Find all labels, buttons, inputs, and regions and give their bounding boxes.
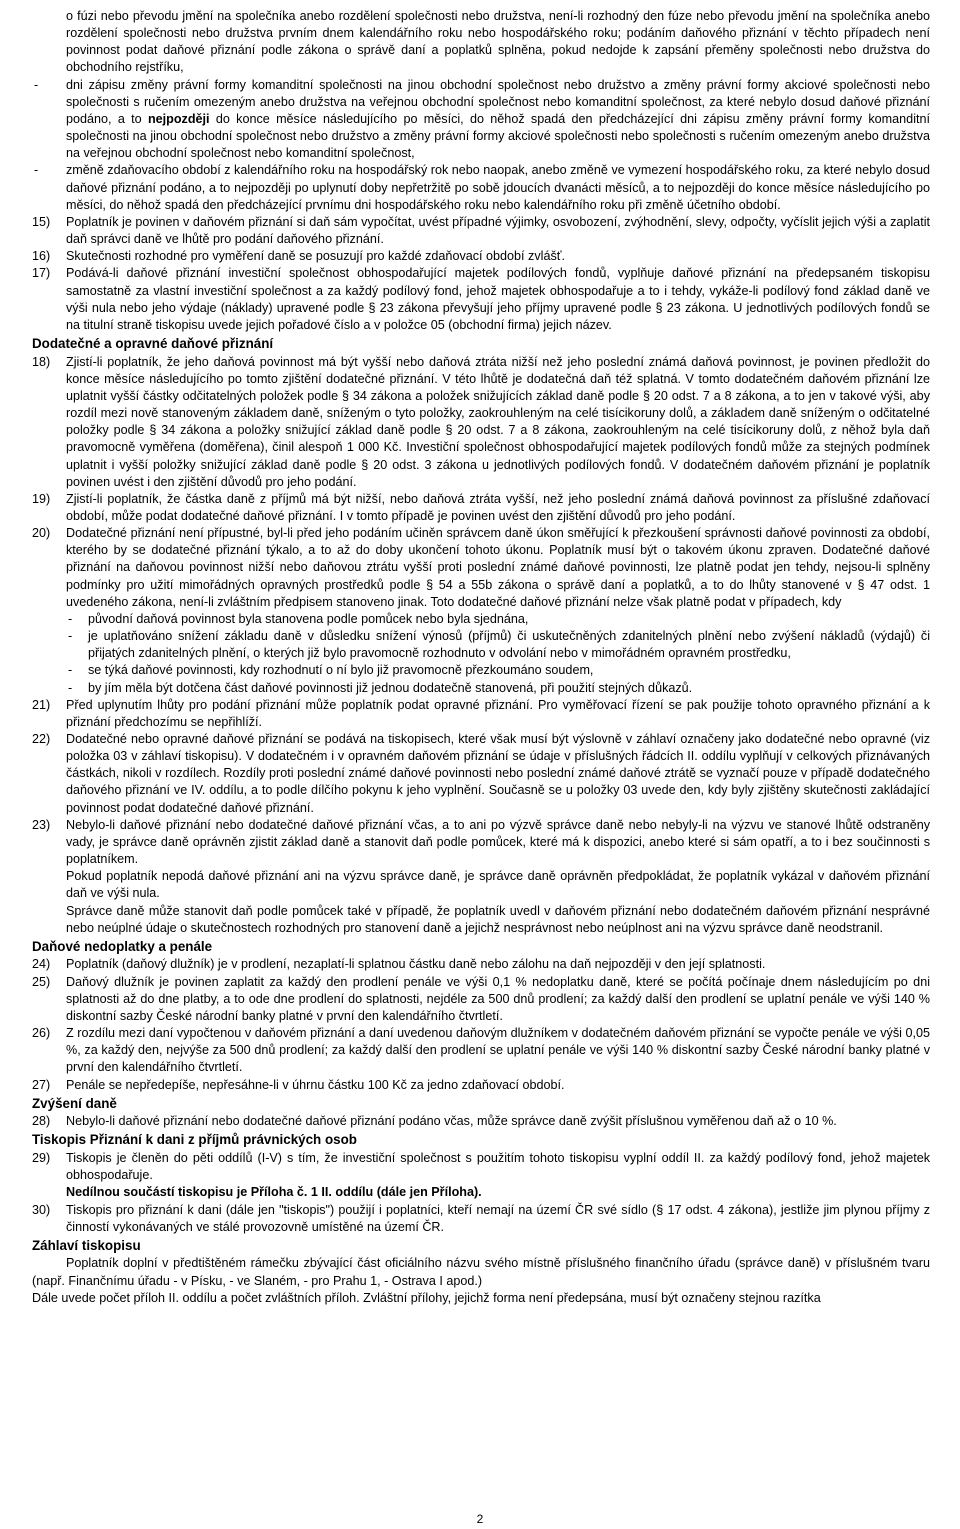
numbered-item	[32, 1150, 930, 1184]
numbered-item	[32, 525, 930, 611]
numbered-item	[32, 491, 930, 525]
dash-bullet: -	[68, 611, 73, 626]
item-text: Zjistí-li poplatník, že částka daně z příjmů má být nižší, nebo daňová ztráta vyšší, než jeho poslední známá daňová povinnost za příslušné zdaňovací období, může podat dodatečné daňové přiznání. I v tomto případě je povinen uvést den zjištění důvodů pro jeho podání.	[66, 491, 930, 523]
item-number: 21)	[32, 697, 51, 712]
dash-text	[66, 77, 930, 163]
item-paragraph: Pokud poplatník nepodá daňové přiznání ani na výzvu správce daně, je správce daně oprávněn předpokládat, že poplatník vykázal v daňovém přiznání daň ve výši nula.	[66, 869, 930, 901]
item-text: Poplatník (daňový dlužník) je v prodlení, nezaplatí-li splatnou částku daně nebo zálohu na daň nejpozději v den její splatnosti.	[66, 957, 766, 972]
dash-bullet: -	[34, 163, 39, 178]
item-text: Tiskopis pro přiznání k dani (dále jen "tiskopis") použijí i poplatníci, kteří nemají na území ČR své sídlo (§ 17 odst. 4 zákona), jestliže jim plynou příjmy z činností vykonávaných ve stálé provozovně umístěné na území ČR.	[66, 1202, 930, 1234]
item-text: Dodatečné přiznání není přípustné, byl-li před jeho podáním učiněn správcem daně úkon směřující k přezkoušení správnosti daňové povinnosti za období, kterého by se dodatečné přiznání týkalo, a to až do doby ukončení tohoto úkonu. Poplatník musí být o takovém úkonu zpraven. Dodatečné daňové přiznání na daňovou povinnost nižší nebo daňovou ztrátu vyšší proti poslední známé daňové povinnosti, lze platně podat jen tehdy, nejsou-li splněny podmínky pro užití mimořádných opravných prostředků podle § 54 a 55b zákona o správě daní a poplatků, a to do lhůty stanovené v § 47 odst. 1 uvedeného zákona, není-li zvláštním předpisem stanoveno jinak. Toto dodatečné daňové přiznání nelze však platně podat v případech, kdy	[66, 526, 930, 609]
dash-text: by jím měla být dotčena část daňové povinnosti již jednou dodatečně stanovená, při použití stejných důkazů.	[88, 680, 693, 695]
item-number: 23)	[32, 817, 51, 832]
dash-item	[32, 628, 930, 662]
dash-item	[32, 162, 930, 213]
dash-bullet: -	[34, 77, 39, 92]
dash-item	[32, 680, 930, 697]
item-number: 17)	[32, 266, 51, 281]
item-bold-note: Nedílnou součástí tiskopisu je Příloha č. 1 II. oddílu (dále jen Příloha).	[66, 1185, 482, 1200]
dash-bullet: -	[68, 680, 73, 695]
dash-bullet: -	[68, 663, 73, 678]
item-number: 20)	[32, 526, 51, 541]
dash-item	[32, 662, 930, 679]
item-text: Zjistí-li poplatník, že jeho daňová povinnost má být vyšší nebo daňová ztráta nižší než jeho poslední známá daňová povinnost, je povinen předložit do konce měsíce následujícího po tomto zjištění dodatečné přiznání. V této lhůtě je dodatečná daň též splatná. V tomto dodatečném daňovém přiznání lze uplatnit vyšší částky odčitatelných položek podle § 34 zákona a položek snižujících základ daně podle § 20 odst. 7 a 8 zákona, a to jen v takové výši, aby rozdíl mezi nově stanoveným základem daně, sníženým o tyto položky, zaokrouhleným na celé tisícikoruny dolů, a základem daně sníženým o odčitatelné položky podle § 34 zákona a položky snižující základ daně podle § 20 odst. 7 a 8 zákona, zaokrouhleným na celé tisícikoruny dolů, z něhož byla daň pravomocně vyměřena (doměřena), činil alespoň 1 000 Kč. Investiční společnost obhospodařující majetek podílových fondů může za stejných podmínek uplatnit i vyšší položky snižující základ daně podle § 20 odst. 3 zákona u jednotlivých podílových fondů. V dodatečném daňovém přiznání je poplatník povinen uvést i den zjištění důvodů pro jeho podání.	[66, 354, 930, 489]
numbered-item	[32, 956, 930, 973]
dash-text: původní daňová povinnost byla stanovena podle pomůcek nebo byla sjednána,	[88, 611, 529, 626]
item-paragraph: Správce daně může stanovit daň podle pomůcek také v případě, že poplatník uvedl v daňovém přiznání nebo dodatečném daňovém přiznání nesprávné nebo neúplné údaje o skutečnostech rozhodných pro stanovení daně a jejichž nesprávnost nebo neúplnost ani na výzvu správce daně neodstranil.	[66, 903, 930, 935]
item-text: Penále se nepředepíše, nepřesáhne-li v úhrnu částku 100 Kč za jedno zdaňovací období.	[66, 1077, 565, 1092]
section-heading-zvyseni: Zvýšení daně	[32, 1095, 117, 1111]
numbered-item	[32, 1202, 930, 1236]
dash-text: je uplatňováno snížení základu daně v důsledku snížení výnosů (příjmů) či uskutečněných zdanitelných plnění nebo zvýšení nákladů (výdajů) či přijatých zdanitelných plnění, o kterých již bylo pravomocně rozhodnuto v odvolání nebo v mimořádném opravném prostředku,	[88, 629, 930, 661]
dash-item	[32, 77, 930, 163]
document-body	[32, 8, 930, 1307]
dash-bullet: -	[68, 629, 73, 644]
item-text: Nebylo-li daňové přiznání nebo dodatečné daňové přiznání včas, a to ani po výzvě správce daně nebo nebyly-li na výzvu ve stanové lhůtě odstraněny vady, je správce daně oprávněn zjistit základ daně a stanovit daň podle pomůcek, které má k dispozici, anebo které si sám opatří, a to i bez součinnosti s poplatníkem.	[66, 817, 930, 867]
numbered-item-23	[32, 817, 930, 937]
numbered-item-20	[32, 525, 930, 697]
item-number: 22)	[32, 732, 51, 746]
intro-paragraph: o fúzi nebo převodu jmění na společníka anebo rozdělení společnosti nebo družstva, není-li rozhodný den fúze nebo převodu jmění na společníka anebo rozdělení společnosti nebo družstva prvním dnem kalendářního roku nebo hospodářského roku; podáním daňového přiznání v těchto případech není povinnost podat daňové přiznání podle zákona o správě daní a poplatků splněna, pokud nedojde k zapsání přeměny společnosti nebo družstva do obchodního rejstříku,	[66, 9, 930, 75]
item-number: 24)	[32, 957, 51, 972]
item-text: Daňový dlužník je povinen zaplatit za každý den prodlení penále ve výši 0,1 % nedoplatku daně, které se počítá počínaje dnem následujícím po dni splatnosti až do dne platby, a to ode dne prodlení do splatnosti, nejdéle za 500 dnů prodlení; za každý další den prodlení se uplatní penále ve výši 140 % diskontní sazby České národní banky platné v první den kalendářního čtvrtletí.	[66, 974, 930, 1023]
numbered-item	[32, 214, 930, 248]
zahlavi-paragraph: Dále uvede počet příloh II. oddílu a počet zvláštních příloh. Zvláštní přílohy, jejichž forma není předepsána, musí být označeny stejnou razítka	[32, 1290, 821, 1305]
item-text: Poplatník je povinen v daňovém přiznání si daň sám vypočítat, uvést případné výjimky, osvobození, zvýhodnění, slevy, odpočty, vyčíslit jejich výši a zaplatit daň správci daně ve lhůtě pro podání daňového přiznání.	[66, 214, 930, 247]
item-number: 15)	[32, 214, 51, 229]
numbered-item	[32, 817, 930, 868]
item-number: 26)	[32, 1026, 51, 1041]
dash-text: se týká daňové povinnosti, kdy rozhodnutí o ní bylo již pravomocně přezkoumáno soudem,	[88, 663, 594, 678]
item-text: Před uplynutím lhůty pro podání přiznání může poplatník podat opravné přiznání. Pro vyměřovací řízení se pak použije tohoto opravného přiznání a k přiznání předchozímu se nepřihlíží.	[66, 697, 930, 729]
dash-item	[32, 611, 930, 628]
numbered-item	[32, 248, 930, 265]
numbered-item	[32, 1025, 930, 1076]
zahlavi-paragraph: Poplatník doplní v předtištěném rámečku zbývající část oficiálního názvu svého místně příslušného finančního úřadu (správce daně) v příslušném tvaru (např. Finančnímu úřadu - v Písku, - ve Slaném, - pro Prahu 1, - Ostrava I apod.)	[32, 1256, 930, 1288]
section-heading-zahlavi: Záhlaví tiskopisu	[32, 1237, 141, 1253]
item-number: 19)	[32, 491, 51, 506]
numbered-item	[32, 354, 930, 491]
dash-text: změně zdaňovacího období z kalendářního roku na hospodářský rok nebo naopak, anebo změně ve vymezení hospodářského roku, za které nebylo dosud daňové přiznání podáno, a to nejpozději po uplynutí doby nepřetržitě po sobě jdoucích dvanácti měsíců, a to nejpozději do konce měsíce následujícího po měsíci, do něhož spadá den předcházející prvnímu dni hospodářského roku nebo kalendářního roku při změně účetního období.	[66, 163, 930, 212]
dash-text-part: do konce měsíce následujícího po měsíci, do něhož spadá den předcházející dni zápisu změny právní formy komanditní společnosti na jinou obchodní společnost nebo družstvo a změny právní formy akciové společnosti nebo společnosti s ručením omezeným anebo družstva na veřejnou obchodní společnost nebo komanditní společnost,	[66, 111, 930, 161]
item-text: Tiskopis je členěn do pěti oddílů (I-V) s tím, že investiční společnost s použitím tohoto tiskopisu vyplní oddíl II. za každý podílový fond, jehož majetek obhospodařuje.	[66, 1151, 930, 1183]
item-number: 29)	[32, 1151, 51, 1166]
dash-text-part: dni zápisu změny právní formy komanditní společnosti na jinou obchodní společnost nebo družstvo a změny právní formy akciové společnosti nebo společnosti s ručením omezeným anebo družstva na veřejnou obchodní společnost nebo komanditní společnost, za které nebylo dosud daňové přiznání podáno, a to	[66, 77, 930, 126]
item-number: 30)	[32, 1202, 51, 1217]
item-text: Dodatečné nebo opravné daňové přiznání se podává na tiskopisech, které však musí být výslovně v záhlaví označeny jako dodatečné nebo opravné (viz položka 03 v záhlaví tiskopisu). V dodatečném i v opravném daňovém přiznání se údaje v příslušných řádcích II. oddílu vyplňují v celkových přiznávaných částkách, nikoli v rozdílech. Rozdíly proti poslední známé daňové povinnosti nebo poslední známé daňové ztrátě se vyznačí pouze v případě dodatečného daňového přiznání ve IV. oddílu, a to podle dílčího pokynu k jeho vyplnění. Současně se u položky 03 uvede den, kdy byly zjištěny skutečnosti zakládající povinnost podat dodatečné daňové přiznání.	[66, 732, 930, 815]
item-number: 25)	[32, 974, 51, 989]
item-text: Nebylo-li daňové přiznání nebo dodatečné daňové přiznání podáno včas, může správce daně zvýšit příslušnou vyměřenou daň až o 10 %.	[66, 1114, 837, 1129]
section-heading-nedoplatky: Daňové nedoplatky a penále	[32, 938, 213, 954]
item-number: 27)	[32, 1077, 51, 1092]
item-number: 28)	[32, 1114, 51, 1129]
numbered-item	[32, 1113, 930, 1130]
emphasis-text: nejpozději	[147, 111, 210, 126]
section-heading-dodatecne: Dodatečné a opravné daňové přiznání	[32, 335, 274, 351]
item-text: Skutečnosti rozhodné pro vyměření daně se posuzují pro každé zdaňovací období zvlášť.	[66, 249, 565, 264]
numbered-item	[32, 731, 930, 817]
numbered-item	[32, 697, 930, 731]
page-number: 2	[476, 1512, 484, 1526]
section-heading-tiskopis: Tiskopis Přiznání k dani z příjmů právnických osob	[32, 1132, 357, 1148]
item-number: 18)	[32, 354, 51, 369]
item-text: Podává-li daňové přiznání investiční společnost obhospodařující majetek podílových fondů, vyplňuje daňové přiznání na předepsaném tiskopisu samostatně za vlastní investiční společnost a za každý podílový fond, jehož majetek obhospodařuje a to i tehdy, vykáže-li podílový fond základ daně ve výši nula nebo jeho výdaje (náklady) upravené podle § 23 zákona převyšují jeho příjmy upravené podle § 23 zákona. U jednotlivých podílových fondů se na titulní straně tiskopisu uvede jejich pořadové číslo a v položce 05 (obchodní firma) jejich název.	[66, 266, 930, 332]
numbered-item	[32, 265, 930, 334]
numbered-item-29	[32, 1150, 930, 1201]
numbered-item	[32, 1077, 930, 1094]
item-number: 16)	[32, 249, 51, 264]
item-text: Z rozdílu mezi daní vypočtenou v daňovém přiznání a daní uvedenou daňovým dlužníkem v dodatečném daňovém přiznání se vypočte penále ve výši 0,05 %, za každý den, nejvýše za 500 dnů prodlení; za každý další den prodlení se uplatní penále ve výši 140 % diskontní sazby České národní banky platné v první den kalendářního čtvrtletí.	[66, 1026, 930, 1075]
numbered-item	[32, 974, 930, 1025]
